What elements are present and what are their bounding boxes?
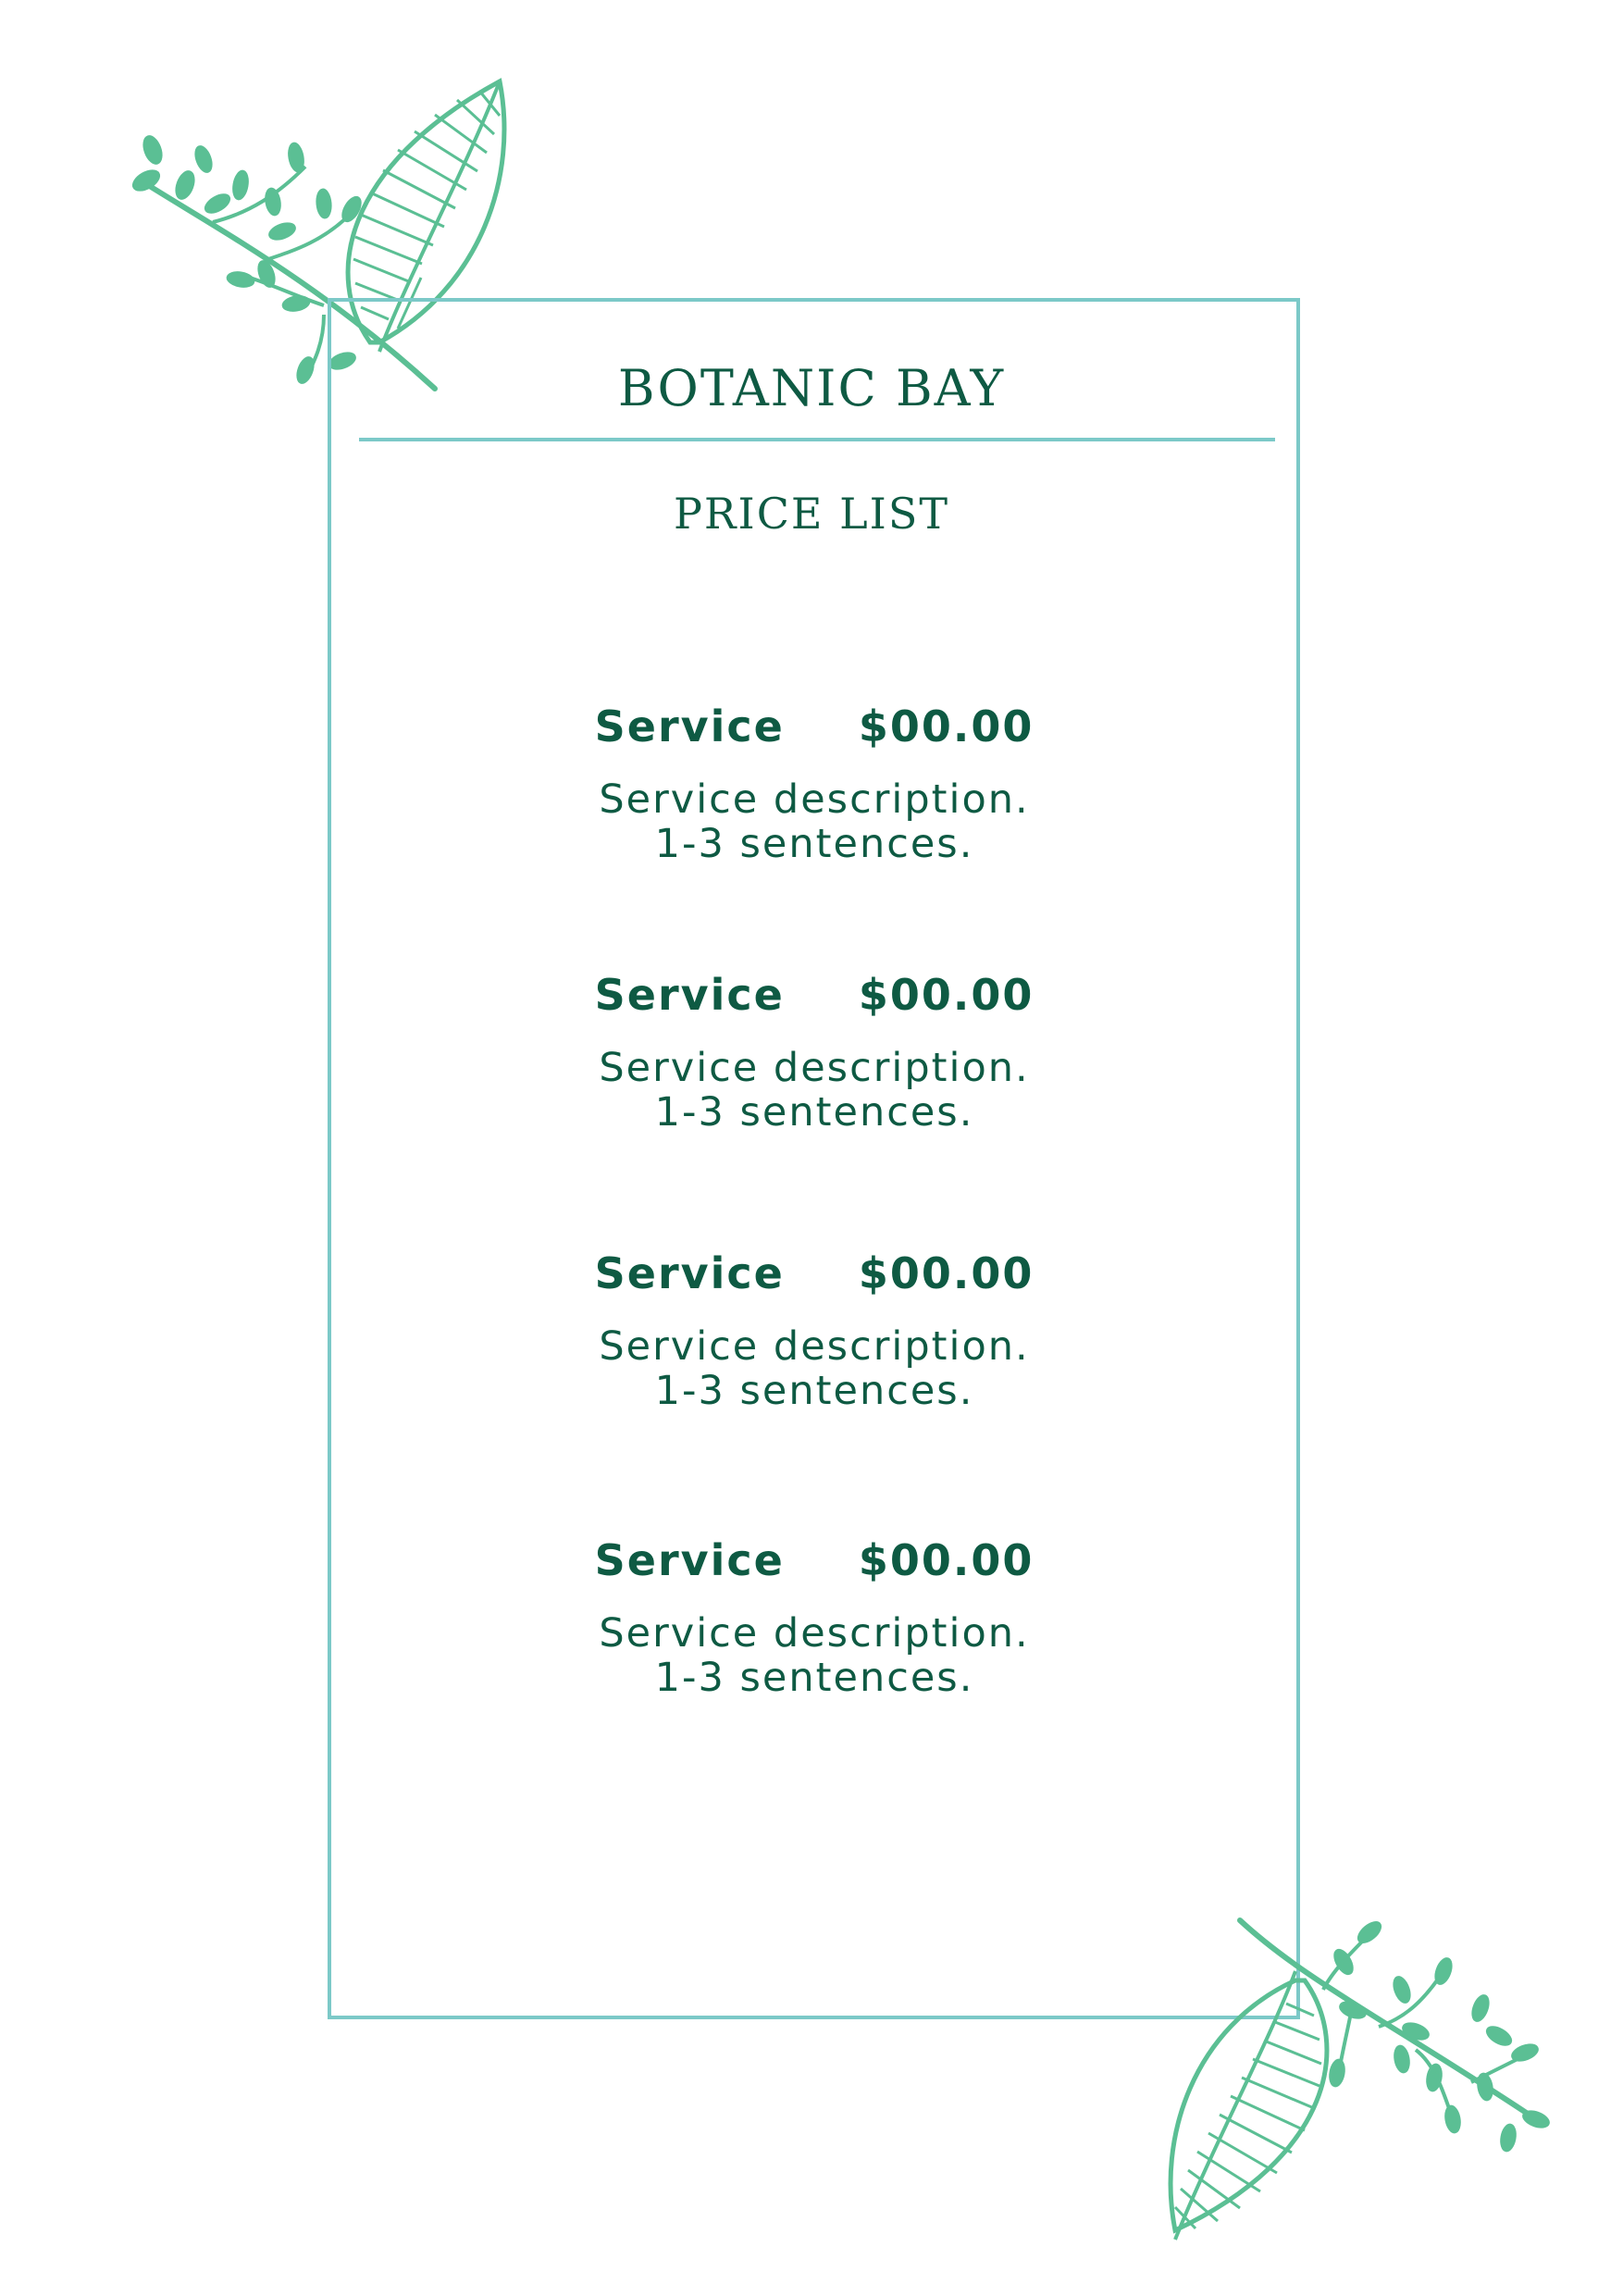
service-header: [532, 1535, 1096, 1585]
service-price: $00.00: [858, 1248, 1035, 1298]
service-name: Service: [594, 1248, 785, 1298]
service-description-line: Service description.: [599, 776, 1030, 823]
service-name: Service: [594, 701, 785, 751]
service-description: [532, 777, 1096, 866]
service-description-line: Service description.: [599, 1323, 1030, 1370]
service-description-line: Service description.: [599, 1610, 1030, 1657]
service-price: $00.00: [858, 970, 1035, 1020]
title-divider: [359, 438, 1275, 441]
service-description: [532, 1324, 1096, 1413]
service-item: [532, 701, 1096, 866]
service-header: [532, 1248, 1096, 1298]
brand-title: BOTANIC BAY: [617, 359, 1006, 417]
service-description-line: 1-3 sentences.: [654, 821, 974, 867]
service-name: Service: [594, 970, 785, 1020]
service-description: [532, 1611, 1096, 1700]
service-item: [532, 970, 1096, 1135]
service-price: $00.00: [858, 701, 1035, 751]
service-description-line: 1-3 sentences.: [654, 1368, 974, 1414]
service-price: $00.00: [858, 1535, 1035, 1585]
service-description: [532, 1046, 1096, 1135]
price-list-heading: PRICE LIST: [673, 489, 950, 539]
service-header: [532, 970, 1096, 1020]
leaf-sprig-bottom-right-icon: [1138, 1897, 1564, 2249]
page-frame: [328, 298, 1300, 2019]
service-description-line: 1-3 sentences.: [654, 1655, 974, 1701]
service-description-line: 1-3 sentences.: [654, 1089, 974, 1136]
service-item: [532, 1535, 1096, 1700]
service-header: [532, 701, 1096, 751]
service-description-line: Service description.: [599, 1045, 1030, 1091]
service-item: [532, 1248, 1096, 1413]
service-name: Service: [594, 1535, 785, 1585]
